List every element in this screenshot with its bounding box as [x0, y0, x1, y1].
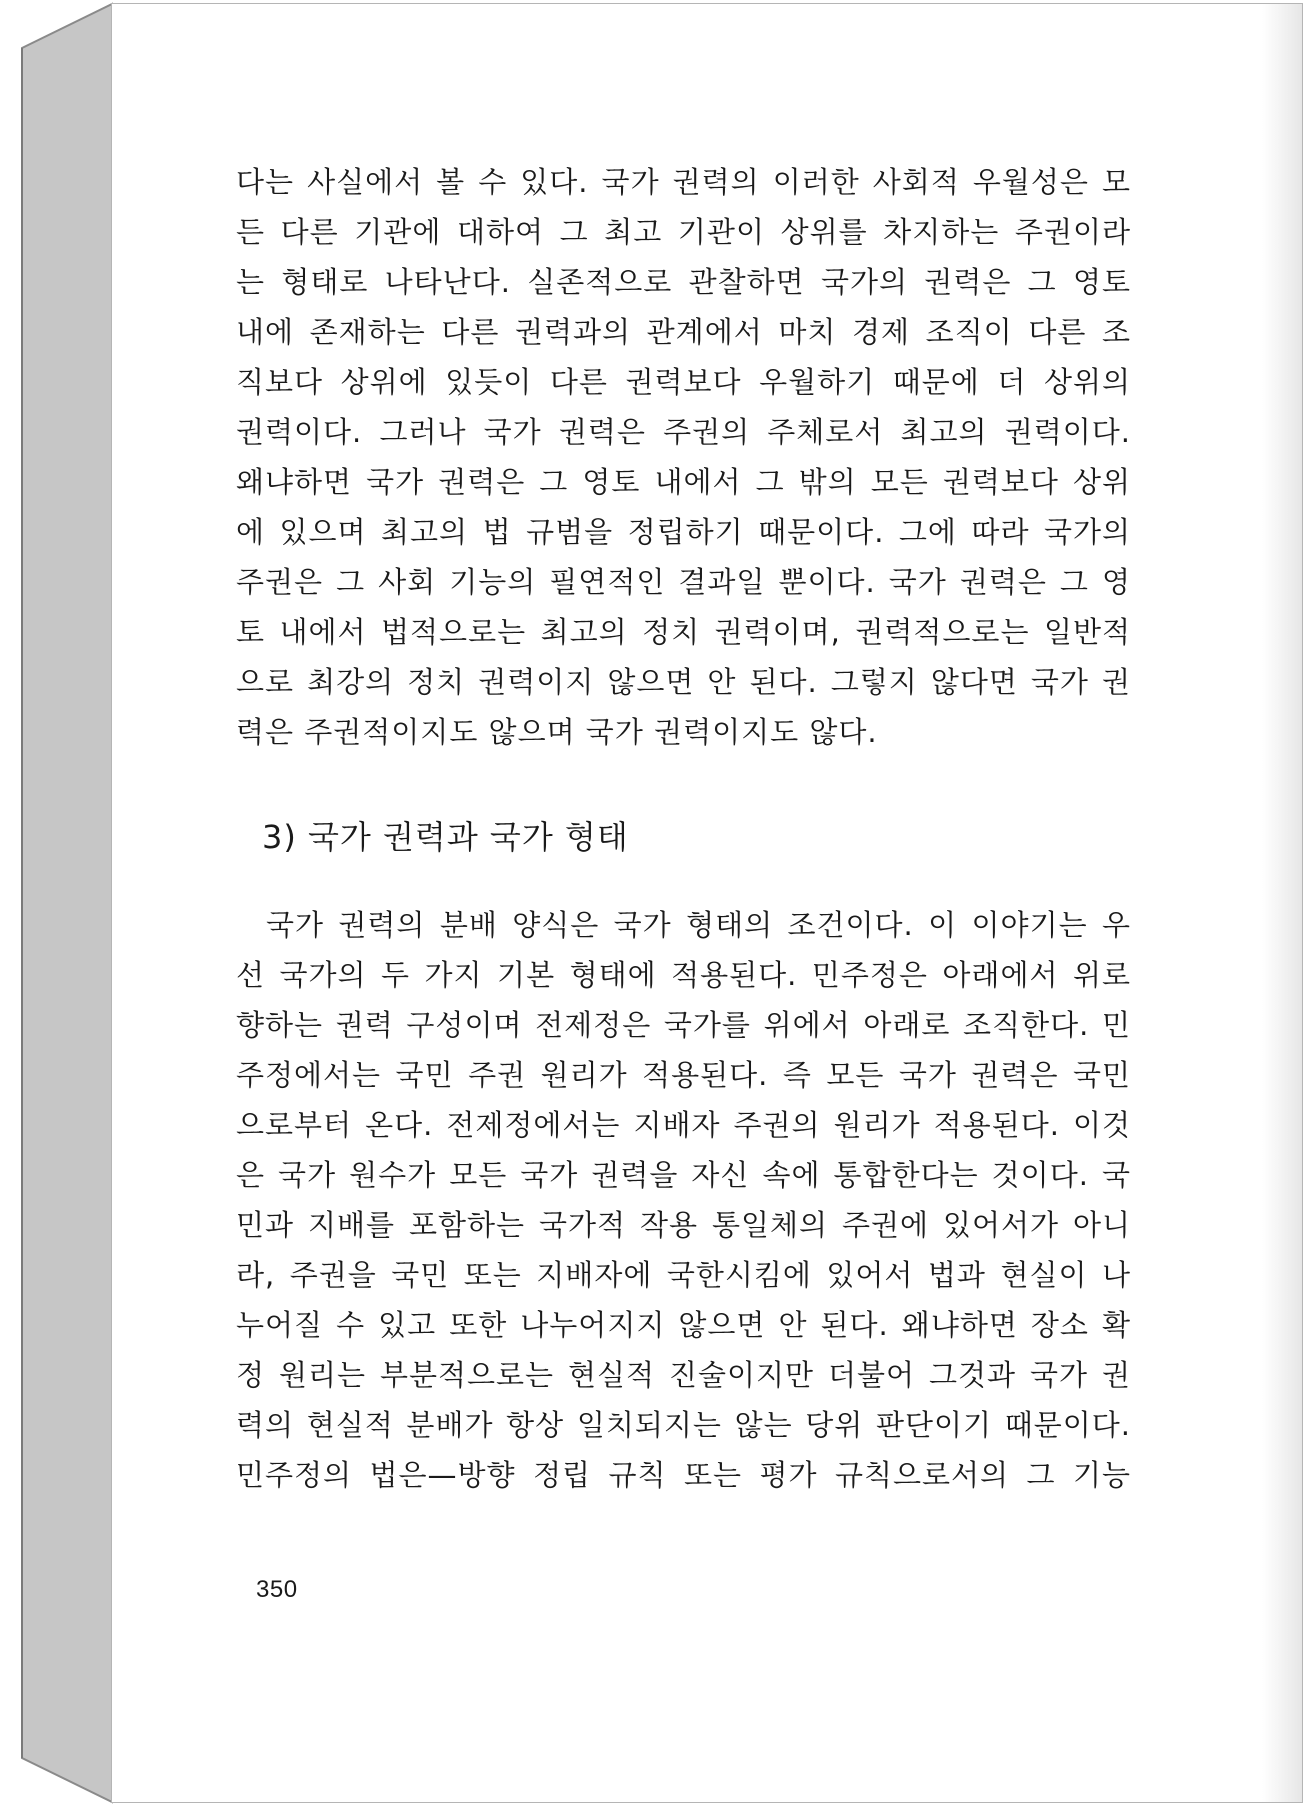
- text-line: 는 형태로 나타난다. 실존적으로 관찰하면 국가의 권력은 그 영토: [236, 265, 1131, 299]
- section-heading: 3) 국가 권력과 국가 형태: [262, 818, 629, 856]
- text-line: 국가 권력의 분배 양식은 국가 형태의 조건이다. 이 이야기는 우: [266, 908, 1131, 942]
- page-edge-shadow: [1262, 4, 1302, 1802]
- text-line: 력은 주권적이지도 않으며 국가 권력이지도 않다.: [236, 715, 878, 749]
- text-line: 왜냐하면 국가 권력은 그 영토 내에서 그 밖의 모든 권력보다 상위: [236, 465, 1131, 499]
- text-line: 주권은 그 사회 기능의 필연적인 결과일 뿐이다. 국가 권력은 그 영: [236, 565, 1131, 599]
- text-line: 력의 현실적 분배가 항상 일치되지는 않는 당위 판단이기 때문이다.: [236, 1408, 1131, 1442]
- text-line: 민과 지배를 포함하는 국가적 작용 통일체의 주권에 있어서가 아니: [236, 1208, 1131, 1242]
- text-line: 다는 사실에서 볼 수 있다. 국가 권력의 이러한 사회적 우월성은 모: [236, 165, 1131, 199]
- page-number: 350: [256, 1576, 298, 1603]
- text-line: 으로 최강의 정치 권력이지 않으면 안 된다. 그렇지 않다면 국가 권: [236, 665, 1131, 699]
- text-line: 민주정의 법은—방향 정립 규칙 또는 평가 규칙으로서의 그 기능: [236, 1458, 1131, 1492]
- text-line: 토 내에서 법적으로는 최고의 정치 권력이며, 권력적으로는 일반적: [236, 615, 1131, 649]
- text-line: 주정에서는 국민 주권 원리가 적용된다. 즉 모든 국가 권력은 국민: [236, 1058, 1131, 1092]
- text-line: 내에 존재하는 다른 권력과의 관계에서 마치 경제 조직이 다른 조: [236, 315, 1131, 349]
- text-line: 든 다른 기관에 대하여 그 최고 기관이 상위를 차지하는 주권이라: [236, 215, 1131, 249]
- paragraph-2: [236, 900, 1131, 1500]
- text-line: 권력이다. 그러나 국가 권력은 주권의 주체로서 최고의 권력이다.: [236, 415, 1131, 449]
- text-line: 으로부터 온다. 전제정에서는 지배자 주권의 원리가 적용된다. 이것: [236, 1108, 1131, 1142]
- text-line: 은 국가 원수가 모든 국가 권력을 자신 속에 통합한다는 것이다. 국: [236, 1158, 1131, 1192]
- text-line: 누어질 수 있고 또한 나누어지지 않으면 안 된다. 왜냐하면 장소 확: [236, 1308, 1131, 1342]
- text-line: 향하는 권력 구성이며 전제정은 국가를 위에서 아래로 조직한다. 민: [236, 1008, 1131, 1042]
- text-line: 직보다 상위에 있듯이 다른 권력보다 우월하기 때문에 더 상위의: [236, 365, 1131, 399]
- text-line: 선 국가의 두 가지 기본 형태에 적용된다. 민주정은 아래에서 위로: [236, 958, 1131, 992]
- text-line: 에 있으며 최고의 법 규범을 정립하기 때문이다. 그에 따라 국가의: [236, 515, 1131, 549]
- paragraph-1: [236, 157, 1131, 757]
- text-line: 라, 주권을 국민 또는 지배자에 국한시킴에 있어서 법과 현실이 나: [236, 1258, 1131, 1292]
- text-line: 정 원리는 부분적으로는 현실적 진술이지만 더불어 그것과 국가 권: [236, 1358, 1131, 1392]
